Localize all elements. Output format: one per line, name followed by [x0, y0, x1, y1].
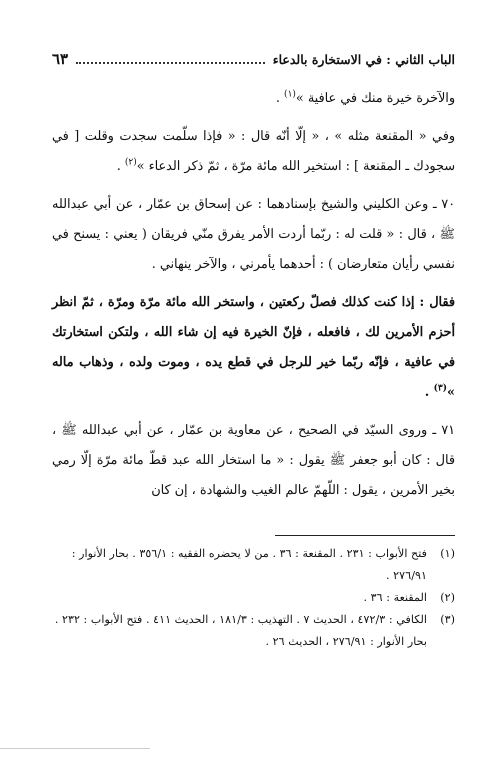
footnote-number: (١) — [440, 547, 455, 560]
footnote-number: (٣) — [440, 613, 455, 626]
footnote-text: فتح الأبواب : ٢٣١ . المقنعة : ٣٦ . من لا يحضره الفقيه : ٣٥٦/١ . بحار الأنوار : ٢٧٦/٩١ . — [71, 547, 427, 582]
footnotes — [52, 543, 455, 653]
scan-edge-line — [0, 748, 150, 749]
footnote-ref-1: (١) — [284, 89, 296, 100]
paragraph-muqnia: وفي « المقنعة مثله » ، « إلّا أنّه قال : « فإذا سلّمت سجدت وقلت [ في سجودك ـ المقنعة ] : استخير الله مائة مرّة ، ثمّ ذكر الدعاء »$^{(٢)}$ . — [52, 129, 455, 174]
chapter-title: الباب الثاني : في الاستخارة بالدعاء — [272, 51, 455, 67]
footnote — [52, 587, 455, 609]
footnote-ref-2: (٢) — [124, 157, 137, 168]
hadith-70-answer: فقال : إذا كنت كذلك فصلّ ركعتين ، واستخر الله مائة مرّة ومرّة ، ثمّ انظر أحزم الأمرين لك ، فافعله ، فإنّ الخيرة فيه إن شاء الله ، ولتكن استخارتك في عافية ، فإنّه ربّما خير للرجل في قطع يده ، وموت ولده ، وذهاب ماله »$^{(٣)}$ . — [52, 295, 455, 400]
footnote-text: الكافي : ٤٧٢/٣ ، الحديث ٧ . التهذيب : ١٨١/٣ ، الحديث ٤١١ . فتح الأبواب : ٢٣٢ . بحار الأنوار : ٢٧٦/٩١ ، الحديث ٢٦ . — [54, 613, 427, 648]
footnote-separator — [275, 535, 455, 536]
paragraph-continued: والآخرة خيرة منك في عافية »$^{(١)}$ . — [275, 89, 455, 106]
footnote-number: (٢) — [440, 591, 455, 604]
page-number: ٦٣ — [52, 50, 69, 68]
running-header — [52, 48, 455, 70]
footnote — [52, 609, 455, 653]
footnote — [52, 543, 455, 587]
footnote-ref-3: (٣) — [433, 383, 447, 394]
hadith-70: ٧٠ ـ وعن الكليني والشيخ بإسنادهما : عن إسحاق بن عمّار ، عن أبي عبدالله ﷺ ، قال : « قلت له : ربّما أردت الأمر يفرق منّي فريقان ( يعني : يسنح في نفسي رأيان متعارضان ) : أحدهما يأمرني ، والآخر ينهاني . — [52, 197, 455, 272]
footnote-text: المقنعة : ٣٦ . — [363, 591, 427, 604]
main-text — [52, 84, 455, 506]
header-leader-dots — [76, 54, 265, 64]
hadith-71: ٧١ ـ وروى السيّد في الصحيح ، عن معاوية بن عمّار ، عن أبي عبدالله ﷺ ، قال : كان أبو جعفر ﷺ يقول : « ما استخار الله عبد قطّ مائة مرّة إلّا رمي بخير الأمرين ، يقول : اللّهمّ عالم الغيب والشهادة ، إن كان — [52, 423, 455, 498]
